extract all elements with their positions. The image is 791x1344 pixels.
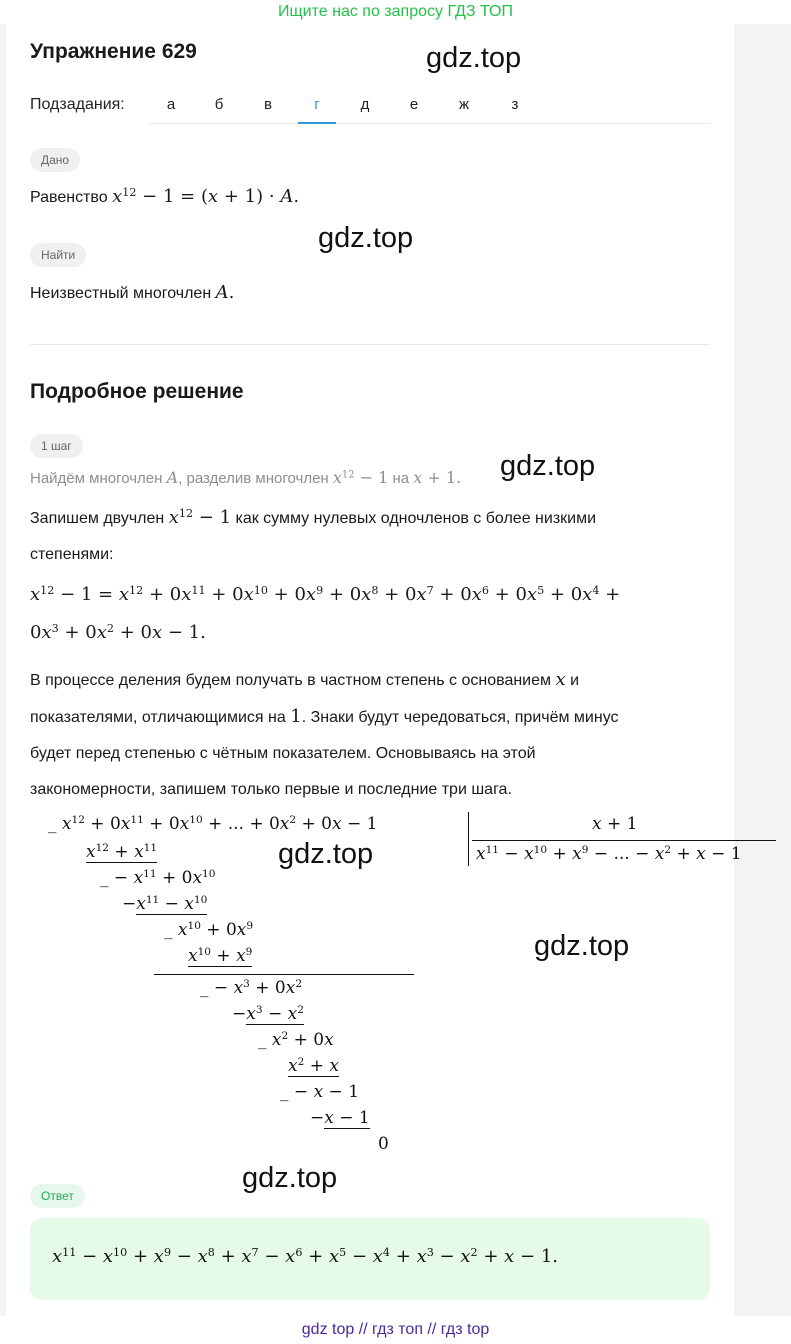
subtasks-bar bbox=[30, 92, 710, 124]
given-equation: $x^{12} - 1 = (x + 1) \cdot A$. bbox=[112, 185, 300, 207]
quotient: $x^{11} - x^{10} + x^9$ − ... − $x^2 + x - 1$ bbox=[476, 844, 742, 864]
section-divider bbox=[30, 344, 710, 345]
math-inline: A bbox=[166, 468, 179, 487]
find-chip: Найти bbox=[30, 243, 86, 267]
ellipsis-rule bbox=[154, 974, 414, 975]
footer-links[interactable]: gdz top // гдз топ // гдз top bbox=[301, 1321, 490, 1338]
text-fragment: и bbox=[570, 672, 580, 689]
math-block: $0x^3 + 0x^2 + 0x - 1$. bbox=[30, 621, 206, 643]
page-title: Упражнение 629 bbox=[30, 40, 197, 63]
math-inline: x + 1. bbox=[413, 468, 462, 487]
given-label: Равенство bbox=[30, 189, 108, 206]
remainder-row: _ − x − 1 bbox=[280, 1082, 360, 1102]
right-sidebar bbox=[734, 24, 791, 1316]
given-text bbox=[30, 186, 299, 207]
math-inline: 1 bbox=[290, 706, 302, 727]
text-fragment: . Знаки будут чередоваться, причём минус bbox=[301, 709, 619, 726]
tab-z[interactable]: з bbox=[511, 96, 519, 113]
divisor: x + 1 bbox=[592, 814, 638, 834]
answer-chip: Ответ bbox=[30, 1184, 85, 1208]
step-chip: 1 шаг bbox=[30, 434, 83, 458]
final-remainder: 0 bbox=[378, 1134, 389, 1154]
paragraph-2 bbox=[30, 662, 710, 808]
step-hint bbox=[30, 468, 461, 487]
tab-e[interactable]: е bbox=[409, 96, 419, 113]
watermark: gdz.top bbox=[242, 1162, 338, 1194]
remainder-row: _ − $x^{11} + 0x^{10}$ bbox=[100, 868, 216, 888]
text-fragment: В процессе деления будем получать в частном степень с основанием bbox=[30, 672, 552, 689]
tab-zh[interactable]: ж bbox=[458, 96, 470, 113]
tab-v[interactable]: в bbox=[264, 96, 272, 113]
text-fragment: закономерности, запишем только первые и последние три шага. bbox=[30, 781, 512, 798]
find-text bbox=[30, 282, 234, 303]
subtasks-label: Подзадания: bbox=[30, 96, 125, 113]
text-fragment: показателями, отличающимися на bbox=[30, 709, 286, 726]
remainder-row: _ $x^{10} + 0x^9$ bbox=[164, 920, 254, 940]
remainder-row: _ − $x^3 + 0x^2$ bbox=[200, 978, 303, 998]
math-inline: $x^{12} - 1$ bbox=[332, 468, 389, 487]
tab-d[interactable]: д bbox=[360, 96, 370, 113]
remainder-row: _ $x^2 + 0x$ bbox=[258, 1030, 334, 1050]
division-bar-horizontal bbox=[472, 840, 776, 841]
watermark: gdz.top bbox=[500, 450, 596, 482]
subtrahend-row: $-x^{11} - x^{10}$ bbox=[122, 894, 208, 914]
given-chip: Дано bbox=[30, 148, 80, 172]
step-hint-part: , разделив многочлен bbox=[178, 470, 329, 487]
subtrahend-row: $x^2 + x$ bbox=[288, 1056, 339, 1076]
solution-heading: Подробное решение bbox=[30, 380, 244, 403]
watermark: gdz.top bbox=[534, 930, 630, 962]
step-hint-part: на bbox=[392, 470, 410, 487]
expansion-line-1 bbox=[30, 584, 620, 605]
expansion-line-2 bbox=[30, 622, 206, 643]
division-bar-vertical bbox=[468, 812, 469, 866]
find-variable: A. bbox=[215, 282, 235, 303]
subtrahend-row: $x^{10} + x^9$ bbox=[188, 946, 253, 966]
subtrahend-row: $-x^3 - x^2$ bbox=[232, 1004, 304, 1024]
find-label: Неизвестный многочлен bbox=[30, 285, 212, 302]
paragraph-1 bbox=[30, 500, 710, 573]
text-fragment: Запишем двучлен bbox=[30, 510, 165, 527]
math-inline: $x^{12} - 1$ bbox=[168, 506, 232, 528]
subtask-tabs bbox=[150, 92, 710, 124]
subtrahend-row: −x − 1 bbox=[310, 1108, 370, 1128]
math-block: $x^{12} - 1 = x^{12} + 0x^{11} + 0x^{10} + 0x^9 + 0x^8 + 0x^7 + 0x^6 + 0x^5 + 0x^4$ + bbox=[30, 583, 621, 605]
answer-box bbox=[30, 1218, 710, 1300]
watermark: gdz.top bbox=[426, 42, 522, 74]
text-fragment: степенями: bbox=[30, 546, 114, 563]
watermark: gdz.top bbox=[278, 838, 374, 870]
answer-polynomial: $x^{11} - x^{10} + x^9 - x^8 + x^7 - x^6 + x^5 - x^4 + x^3 - x^2 + x - 1$. bbox=[52, 1245, 559, 1267]
step-hint-part: Найдём многочлен bbox=[30, 470, 163, 487]
math-inline: x bbox=[555, 669, 566, 690]
text-fragment: будет перед степенью с чётным показателем. Основываясь на этой bbox=[30, 745, 536, 762]
subtrahend-row: $x^{12} + x^{11}$ bbox=[86, 842, 158, 862]
tab-g[interactable]: г bbox=[298, 96, 336, 124]
top-banner[interactable]: Ищите нас по запросу ГДЗ ТОП bbox=[278, 3, 513, 20]
dividend-row: _ $x^{12} + 0x^{11} + 0x^{10}$ + ... + $0x^2 + 0x - 1$ bbox=[48, 814, 378, 834]
tab-b[interactable]: б bbox=[214, 96, 224, 113]
watermark: gdz.top bbox=[318, 222, 414, 254]
tab-a[interactable]: а bbox=[166, 96, 176, 113]
text-fragment: как сумму нулевых одночленов с более низкими bbox=[235, 510, 597, 527]
